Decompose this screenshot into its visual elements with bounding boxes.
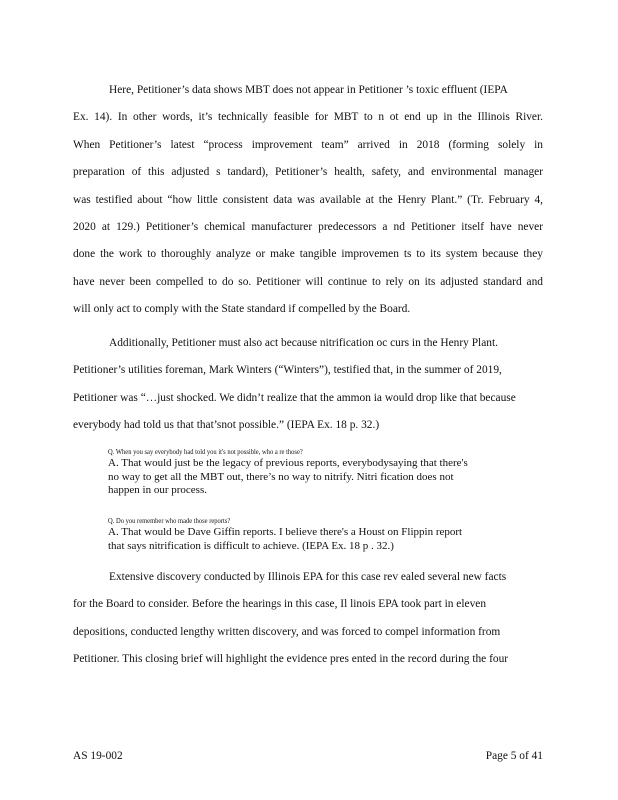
text-line: Here, Petitioner’s data shows MBT does not appear in Petitioner ’s toxic effluent (IEPA	[109, 84, 508, 96]
quote-answer-line: A. That would be Dave Giffin reports. I believe there's a Houst on Flippin report	[108, 526, 463, 538]
text-line: Petitioner’s utilities foreman, Mark Winters (“Winters”), testified that, in the summer of 2019,	[73, 364, 502, 377]
footer-page-number: Page 5 of 41	[485, 750, 543, 762]
text-line: Ex. 14). In other words, it’s technically feasible for MBT to n ot end up in the Illinois River.	[73, 111, 543, 124]
text-line: everybody had told us that that’snot possible.” (IEPA Ex. 18 p. 32.)	[73, 419, 380, 432]
text-line: done the work to thoroughly analyze or make tangible improvemen ts to its system because they	[73, 248, 543, 261]
paragraph-3	[73, 564, 543, 674]
testimony-quote-2	[108, 516, 510, 553]
text-line: was testified about “how little consistent data was available at the Henry Plant.” (Tr. February 4,	[73, 193, 543, 206]
footer-case-number: AS 19-002	[73, 750, 123, 762]
quote-answer-line: no way to get all the MBT out, there’s no way to nitrify. Nitri fication does not	[108, 470, 454, 483]
text-line: Petitioner was “…just shocked. We didn’t realize that the ammon ia would drop like that because	[73, 391, 516, 404]
text-line: Petitioner. This closing brief will highlight the evidence pres ented in the record during the four	[73, 653, 509, 666]
text-line: When Petitioner’s latest “process improvement team” arrived in 2018 (forming solely in	[73, 138, 543, 151]
text-line: for the Board to consider. Before the hearings in this case, Il linois EPA took part in eleven	[73, 598, 487, 611]
testimony-quote-1	[108, 447, 510, 498]
text-line: have never been compelled to do so. Petitioner will continue to rely on its adjusted standard and	[73, 275, 543, 288]
quote-answer-line: A. That would just be the legacy of previous reports, everybodysaying that there's	[108, 457, 468, 469]
text-line: preparation of this adjusted s tandard), Petitioner’s health, safety, and environmental manager	[73, 166, 543, 179]
quote-answer-line: happen in our process.	[108, 484, 207, 497]
quote-answer-line: that says nitrification is difficult to achieve. (IEPA Ex. 18 p . 32.)	[108, 539, 394, 552]
quote-question: Q. Do you remember who made those reports?	[108, 516, 231, 525]
paragraph-1	[73, 77, 543, 324]
text-line: 2020 at 129.) Petitioner’s chemical manufacturer predecessors a nd Petitioner itself have never	[73, 220, 543, 233]
text-line: will only act to comply with the State standard if compelled by the Board.	[73, 303, 411, 316]
text-line: depositions, conducted lengthy written discovery, and was forced to compel information from	[73, 625, 501, 638]
quote-question: Q. When you say everybody had told you it's not possible, who a re those?	[108, 447, 303, 456]
text-line: Additionally, Petitioner must also act because nitrification oc curs in the Henry Plant.	[109, 337, 498, 349]
text-line: Extensive discovery conducted by Illinois EPA for this case rev ealed several new facts	[109, 571, 507, 583]
paragraph-2	[73, 330, 543, 440]
